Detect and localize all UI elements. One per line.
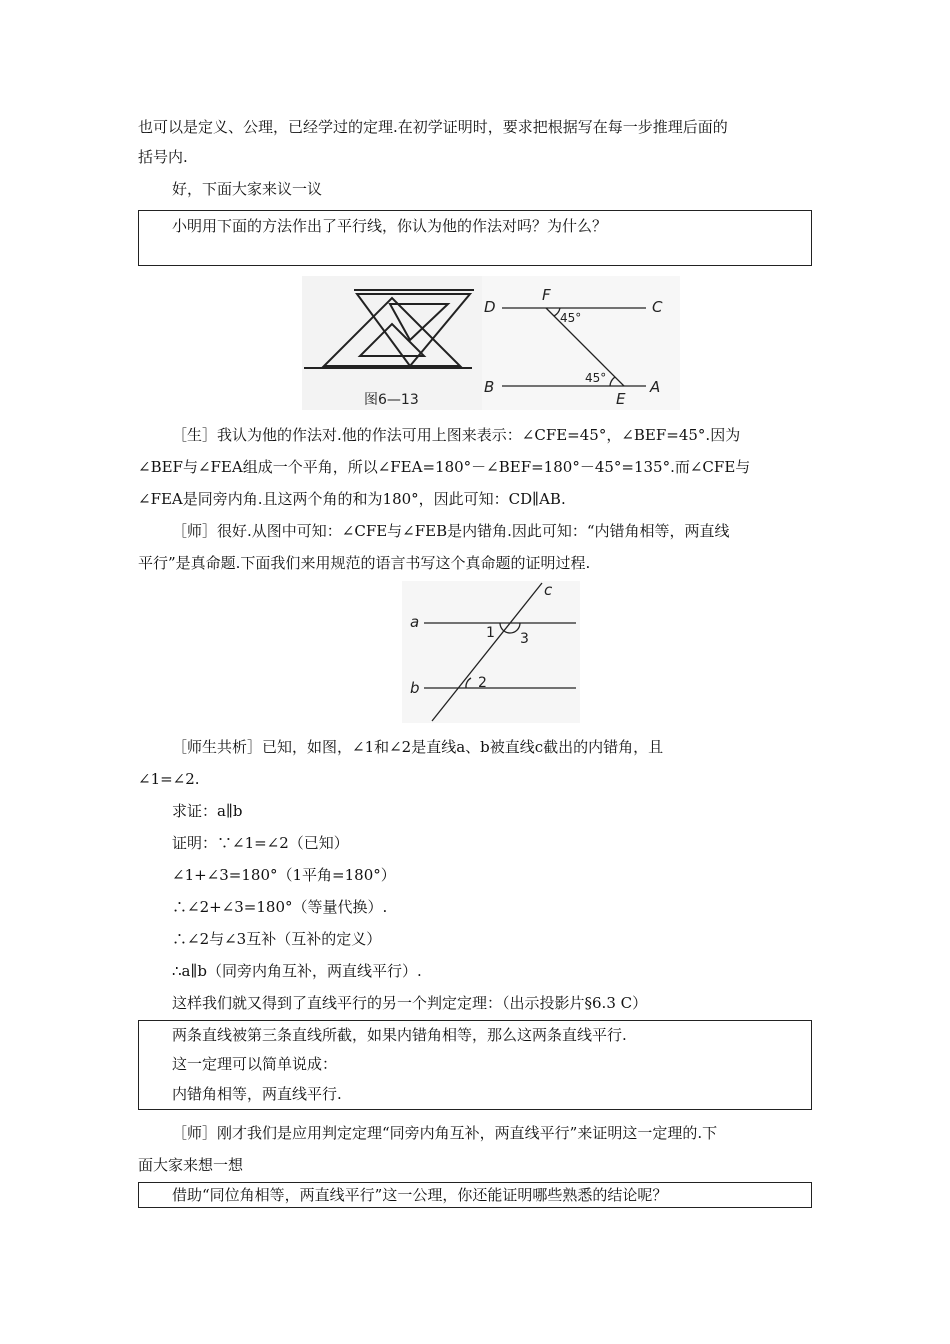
label-D: D [484, 298, 496, 316]
paragraph-line: ∠BEF与∠FEA组成一个平角，所以∠FEA=180°－∠BEF=180°－45°=135°.而∠CFE与 [138, 458, 751, 476]
paragraph-line: ∠1=∠2. [138, 770, 200, 788]
theorem-box [138, 1020, 812, 1110]
label-E: E [616, 390, 626, 408]
angle-2: 2 [478, 675, 487, 691]
theorem-text: 两条直线被第三条直线所截，如果内错角相等，那么这两条直线平行. [172, 1026, 627, 1044]
think-box [138, 1182, 812, 1208]
proof-line: ∠1+∠3=180°（1平角=180°） [172, 866, 396, 884]
paragraph-line: ［生］我认为他的作法对.他的作法可用上图来表示：∠CFE=45°，∠BEF=45°.因为 [172, 426, 741, 444]
theorem-text: 这一定理可以简单说成： [172, 1055, 338, 1073]
angle-3: 3 [520, 631, 529, 647]
paragraph-line: ［师生共析］已知，如图，∠1和∠2是直线a、b被直线c截出的内错角，且 [172, 738, 664, 756]
proof-line: ∴∠2+∠3=180°（等量代换）. [172, 898, 388, 916]
label-a: a [410, 613, 420, 631]
paragraph-line: 面大家来想一想 [138, 1156, 244, 1174]
label-c: c [544, 581, 553, 599]
label-C: C [652, 298, 663, 316]
figure-6-13-drawing [302, 276, 680, 410]
box-text: 小明用下面的方法作出了平行线，你认为他的作法对吗？为什么？ [172, 217, 608, 235]
proof-line: ∴∠2与∠3互补（互补的定义） [172, 930, 382, 948]
label-F: F [542, 286, 551, 304]
figure-6-13 [302, 276, 680, 410]
paragraph-line: 这样我们就又得到了直线平行的另一个判定定理：（出示投影片§6.3 C） [172, 994, 648, 1012]
paragraph-line: ［师］刚才我们是应用判定定理“同旁内角互补，两直线平行”来证明这一定理的.下 [172, 1124, 718, 1142]
theorem-text: 内错角相等，两直线平行. [172, 1085, 342, 1103]
label-A: A [650, 378, 661, 396]
label-B: B [484, 378, 495, 396]
angle-label-top: 45° [560, 311, 582, 325]
figure-transversal [402, 581, 580, 723]
paragraph-line: 括号内. [138, 148, 188, 166]
proof-line: 证明：∵∠1=∠2（已知） [172, 834, 349, 852]
paragraph-line: ［师］很好.从图中可知：∠CFE与∠FEB是内错角.因此可知：“内错角相等，两直线 [172, 522, 730, 540]
angle-1: 1 [486, 625, 495, 641]
proof-line: 求证：a∥b [172, 802, 243, 820]
paragraph-line: 也可以是定义、公理，已经学过的定理.在初学证明时，要求把根据写在每一步推理后面的 [138, 118, 728, 136]
paragraph-line: 平行”是真命题.下面我们来用规范的语言书写这个真命题的证明过程. [138, 554, 591, 572]
figure-caption: 图6—13 [364, 392, 419, 408]
box-text: 借助“同位角相等，两直线平行”这一公理，你还能证明哪些熟悉的结论呢？ [172, 1186, 668, 1204]
paragraph-line: ∠FEA是同旁内角.且这两个角的和为180°，因此可知：CD∥AB. [138, 490, 566, 508]
transversal-drawing [402, 581, 580, 723]
discussion-box [138, 210, 812, 266]
proof-line: ∴a∥b（同旁内角互补，两直线平行）. [172, 962, 422, 980]
angle-label-bottom: 45° [585, 371, 607, 385]
label-b: b [410, 679, 420, 697]
paragraph-line: 好，下面大家来议一议 [172, 180, 323, 198]
